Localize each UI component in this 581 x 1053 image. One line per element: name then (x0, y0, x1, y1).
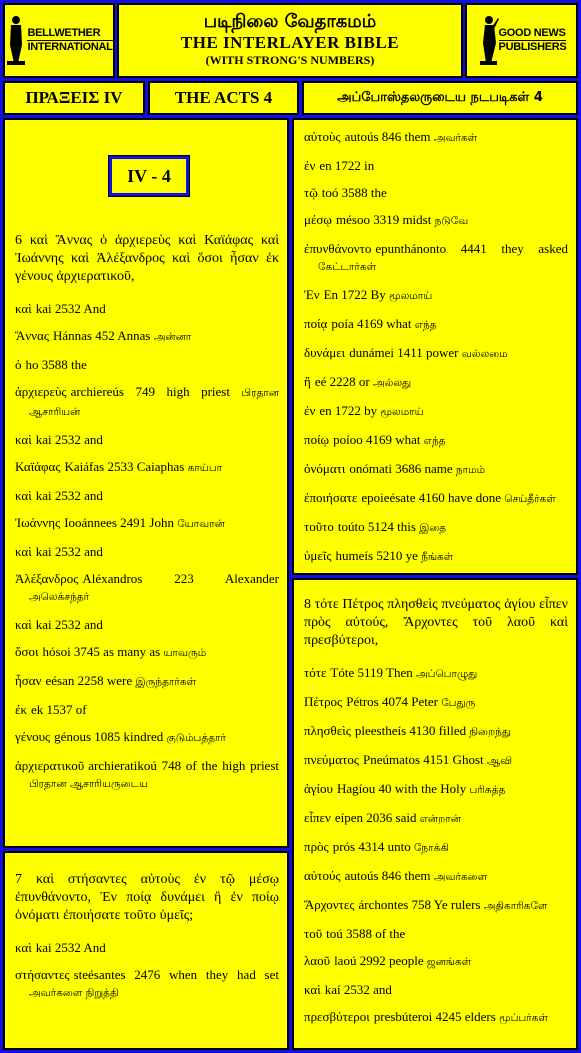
book-english: THE ACTS 4 (148, 81, 299, 115)
transliteration-gloss: ek 1537 of (31, 702, 87, 717)
greek-word: Ἀλέξανδρος (15, 571, 79, 586)
word-entry (304, 157, 568, 174)
transliteration-gloss: hósoi 3745 as many as (42, 644, 161, 659)
greek-word: καὶ (15, 617, 32, 632)
tamil-gloss: இருந்தார்கள் (135, 676, 197, 688)
greek-word: ἐκ (15, 702, 28, 717)
tamil-gloss: கேட்டார்கள் (318, 261, 377, 273)
transliteration-gloss: Pneúmatos 4151 Ghost (363, 752, 484, 767)
tamil-gloss: நடுவே (434, 215, 469, 227)
tamil-gloss: அவர்களை (433, 871, 488, 883)
greek-word: πρεσβύτεροι (304, 1009, 370, 1024)
tamil-gloss: நீங்கள் (421, 551, 454, 563)
greek-word: ἐν (304, 158, 316, 173)
tamil-gloss: நிறைந்து (469, 726, 511, 738)
transliteration-gloss: Tóte 5119 Then (330, 665, 413, 680)
word-entry (304, 184, 568, 201)
transliteration-gloss: kai 2532 And (35, 301, 106, 316)
tamil-gloss: அன்னா (153, 331, 192, 343)
tamil-gloss: குடும்பத்தார் (166, 732, 227, 744)
greek-word: Ἐν (304, 287, 320, 302)
greek-word: ἢ (304, 374, 311, 389)
word-entry (304, 693, 568, 712)
word-entry (304, 518, 568, 537)
greek-word: ὀνόματι (304, 461, 346, 476)
greek-word: ποίᾳ (304, 316, 328, 331)
transliteration-gloss: kaí 2532 and (324, 982, 392, 997)
bellwether-logo (3, 3, 115, 78)
transliteration-gloss: kai 2532 and (35, 488, 103, 503)
word-entry (15, 570, 279, 606)
word-entry (304, 402, 568, 421)
word-entry (304, 722, 568, 741)
word-entry (304, 128, 568, 147)
greek-word: ἦσαν (15, 673, 42, 688)
transliteration-gloss: Hagíou 40 with the Holy (337, 781, 467, 796)
transliteration-gloss: epunthánonto 4441 they asked (375, 241, 568, 256)
transliteration-gloss: mésoo 3319 midst (336, 212, 432, 227)
greek-word: Ἅννας (15, 328, 49, 343)
greek-word: πρὸς (304, 839, 329, 854)
tamil-gloss: மூலமாய் (388, 290, 433, 302)
verse-6-word-list (15, 300, 279, 793)
tamil-gloss: காய்பா (187, 462, 223, 474)
greek-word: ἐπυνθάνοντο (304, 241, 372, 256)
transliteration-gloss: eésan 2258 were (45, 673, 133, 688)
tamil-gloss: மூலமாய் (380, 406, 424, 418)
word-entry (15, 701, 279, 718)
transliteration-gloss: toú 3588 of the (326, 926, 406, 941)
greek-word: γένους (15, 729, 51, 744)
tamil-gloss: வல்லமை (461, 348, 508, 360)
greek-word: Ἄρχοντες (304, 897, 355, 912)
tamil-gloss: யாவரும் (163, 647, 207, 659)
transliteration-gloss: humeís 5210 ye (335, 548, 418, 563)
transliteration-gloss: toúto 5124 this (337, 519, 416, 534)
transliteration-gloss: laoú 2992 people (334, 953, 424, 968)
greek-word: πλησθεὶς (304, 723, 351, 738)
greek-word: Πέτρος (304, 694, 343, 709)
word-entry (304, 240, 568, 276)
word-entry (304, 896, 568, 915)
transliteration-gloss: kai 2532 and (35, 617, 103, 632)
word-entry (15, 327, 279, 346)
transliteration-gloss: prós 4314 unto (332, 839, 411, 854)
book-tamil: அப்போஸ்தலருடைய நடபடிகள் 4 (302, 81, 578, 115)
verse-7-continued-word-list (304, 128, 568, 566)
word-entry (15, 431, 279, 448)
word-entry (15, 966, 279, 1002)
word-entry (304, 547, 568, 566)
good-news-logo-text: GOOD NEWS PUBLISHERS (498, 27, 567, 53)
tamil-gloss: பிரதான ஆசாரியருடைய (29, 778, 149, 790)
transliteration-gloss: ho 3588 the (25, 357, 87, 372)
greek-word: καὶ (15, 488, 32, 503)
title-tamil: படிநிலை வேதாகமம் (203, 11, 377, 32)
word-entry (15, 458, 279, 477)
greek-word: καὶ (15, 301, 32, 316)
tamil-gloss: செய்தீர்கள் (504, 493, 556, 505)
tamil-gloss: ஜனங்கள் (426, 956, 472, 968)
tamil-gloss: அவர்கள் (433, 132, 478, 144)
transliteration-gloss: archiereús 749 high priest (70, 384, 230, 399)
greek-word: Ἰωάννης (15, 515, 61, 530)
word-entry (304, 431, 568, 450)
verse-7-word-list (15, 939, 279, 1002)
greek-word: καὶ (304, 982, 321, 997)
transliteration-gloss: eé 2228 or (314, 374, 370, 389)
chapter-label: IV - 4 (109, 156, 189, 196)
tamil-gloss: அலெக்சந்தர் (29, 591, 90, 603)
transliteration-gloss: Pétros 4074 Peter (346, 694, 438, 709)
verse-8-word-list (304, 664, 568, 1027)
word-entry (304, 460, 568, 479)
greek-word: αὐτούς (304, 868, 341, 883)
tamil-gloss: எந்த (414, 319, 437, 331)
greek-word: αὐτοὺς (304, 129, 341, 144)
word-entry (15, 383, 279, 421)
tamil-gloss: அல்லது (372, 377, 412, 389)
greek-word: λαοῦ (304, 953, 331, 968)
greek-word: εἶπεν (304, 810, 331, 825)
word-entry (304, 1008, 568, 1027)
greek-word: στήσαντες (15, 967, 70, 982)
greek-word: μέσῳ (304, 212, 332, 227)
word-entry (304, 373, 568, 392)
tamil-gloss: அப்பொழுது (416, 668, 478, 680)
bellwether-logo-text: BELLWETHER INTERNATIONAL (27, 27, 113, 53)
transliteration-gloss: árchontes 758 Ye rulers (358, 897, 481, 912)
transliteration-gloss: poíoo 4169 what (333, 432, 421, 447)
tamil-gloss: மூப்பர்கள் (499, 1012, 548, 1024)
greek-word: τοῦ (304, 926, 323, 941)
tamil-gloss: அதிகாரிகளே (483, 900, 548, 912)
word-entry (304, 489, 568, 508)
transliteration-gloss: pleestheís 4130 filled (354, 723, 467, 738)
tamil-gloss: அவர்களை நிறுத்தி (29, 987, 119, 999)
word-entry (304, 838, 568, 857)
verse-8-panel (292, 578, 578, 1050)
transliteration-gloss: Hánnas 452 Annas (53, 328, 151, 343)
transliteration-gloss: dunámei 1411 power (349, 345, 459, 360)
bell-ringer-icon (5, 15, 27, 67)
greek-word: τοῦτο (304, 519, 334, 534)
verse-8-text: 8 τότε Πέτρος πλησθεὶς πνεύματος ἁγίου εἶπεν πρὸς αὐτούς, Ἄρχοντες τοῦ λαοῦ καὶ πρεσβύτεροι, (304, 597, 568, 648)
greek-word: καὶ (15, 432, 32, 447)
messenger-icon (477, 15, 499, 67)
greek-word: ὅσοι (15, 644, 39, 659)
good-news-logo (465, 3, 578, 78)
transliteration-gloss: En 1722 By (323, 287, 386, 302)
transliteration-gloss: onómati 3686 name (349, 461, 453, 476)
title-block (117, 3, 463, 78)
word-entry (15, 643, 279, 662)
word-entry (304, 664, 568, 683)
transliteration-gloss: toó 3588 the (321, 185, 387, 200)
verse-7-panel (3, 851, 289, 1050)
tamil-gloss: எந்த (423, 435, 446, 447)
greek-word: ἀρχιερεὺς (15, 384, 67, 399)
transliteration-gloss: kai 2532 and (35, 544, 103, 559)
transliteration-gloss: Iooánnees 2491 John (64, 515, 174, 530)
greek-word: ἐν (304, 403, 316, 418)
transliteration-gloss: génous 1085 kindred (54, 729, 164, 744)
verse-7-continued-panel (292, 118, 578, 575)
verse-6-panel (3, 118, 289, 848)
word-entry (15, 616, 279, 633)
greek-word: Καϊάφας (15, 459, 61, 474)
word-entry (304, 809, 568, 828)
verse-7-text: 7 καὶ στήσαντες αὐτοὺς ἐν τῷ μέσῳ ἐπυνθάνοντο, Ἐν ποίᾳ δυνάμει ἢ ἐν ποίῳ ὀνόματι ἐποιήσατε τοῦτο ὑμεῖς; (15, 872, 279, 923)
greek-word: τότε (304, 665, 327, 680)
greek-word: πνεύματος (304, 752, 359, 767)
transliteration-gloss: steésantes 2476 when they had set (73, 967, 279, 982)
word-entry (304, 925, 568, 942)
transliteration-gloss: kai 2532 And (35, 940, 106, 955)
word-entry (15, 939, 279, 956)
word-entry (304, 315, 568, 334)
transliteration-gloss: kai 2532 and (35, 432, 103, 447)
transliteration-gloss: en 1722 in (319, 158, 375, 173)
title-english: THE INTERLAYER BIBLE (180, 33, 400, 52)
transliteration-gloss: Kaiáfas 2533 Caiaphas (64, 459, 185, 474)
word-entry (15, 728, 279, 747)
word-entry (15, 514, 279, 533)
word-entry (304, 867, 568, 886)
word-entry (15, 543, 279, 560)
word-entry (15, 487, 279, 504)
tamil-gloss: யோவான் (177, 518, 225, 530)
word-entry (304, 780, 568, 799)
greek-word: ὁ (15, 357, 22, 372)
tamil-gloss: நோக்கி (413, 842, 449, 854)
word-entry (304, 344, 568, 363)
greek-word: τῷ (304, 185, 318, 200)
transliteration-gloss: Aléxandros 223 Alexander (82, 571, 279, 586)
tamil-gloss: இதை (419, 522, 447, 534)
word-entry (304, 952, 568, 971)
greek-word: δυνάμει (304, 345, 346, 360)
transliteration-gloss: en 1722 by (319, 403, 378, 418)
word-entry (15, 356, 279, 373)
word-entry (304, 211, 568, 230)
word-entry (304, 286, 568, 305)
transliteration-gloss: poía 4169 what (331, 316, 412, 331)
greek-word: ἐποιήσατε (304, 490, 358, 505)
transliteration-gloss: archieratikoú 748 of the high priest (88, 758, 279, 773)
greek-word: ἀρχιερατικοῦ (15, 758, 85, 773)
tamil-gloss: பரிசுத்த (469, 784, 506, 796)
greek-word: ποίῳ (304, 432, 330, 447)
book-greek: ΠΡΑΞΕΙΣ IV (3, 81, 145, 115)
greek-word: καὶ (15, 940, 32, 955)
word-entry (304, 751, 568, 770)
greek-word: ἁγίου (304, 781, 333, 796)
verse-6-text: 6 καὶ Ἅννας ὁ ἀρχιερεὺς καὶ Καϊάφας καὶ Ἰωάννης καὶ Ἀλέξανδρος καὶ ὅσοι ἦσαν ἐκ γένους ἀρχιερατικοῦ, (15, 233, 279, 284)
transliteration-gloss: eípen 2036 said (334, 810, 417, 825)
subtitle: (WITH STRONG'S NUMBERS) (205, 53, 375, 67)
tamil-gloss: ஆவி (486, 755, 513, 767)
greek-word: καὶ (15, 544, 32, 559)
tamil-gloss: பிரதான ஆசாரியன் (29, 387, 280, 418)
transliteration-gloss: presbúteroi 4245 elders (373, 1009, 496, 1024)
tamil-gloss: நாமம் (455, 464, 486, 476)
tamil-gloss: பேதுரு (441, 697, 476, 709)
transliteration-gloss: autoús 846 them (344, 868, 431, 883)
transliteration-gloss: epoieésate 4160 have done (361, 490, 502, 505)
tamil-gloss: என்றான் (419, 813, 461, 825)
word-entry (15, 672, 279, 691)
transliteration-gloss: autoús 846 them (344, 129, 431, 144)
greek-word: ὑμεῖς (304, 548, 332, 563)
word-entry (304, 981, 568, 998)
word-entry (15, 300, 279, 317)
word-entry (15, 757, 279, 793)
